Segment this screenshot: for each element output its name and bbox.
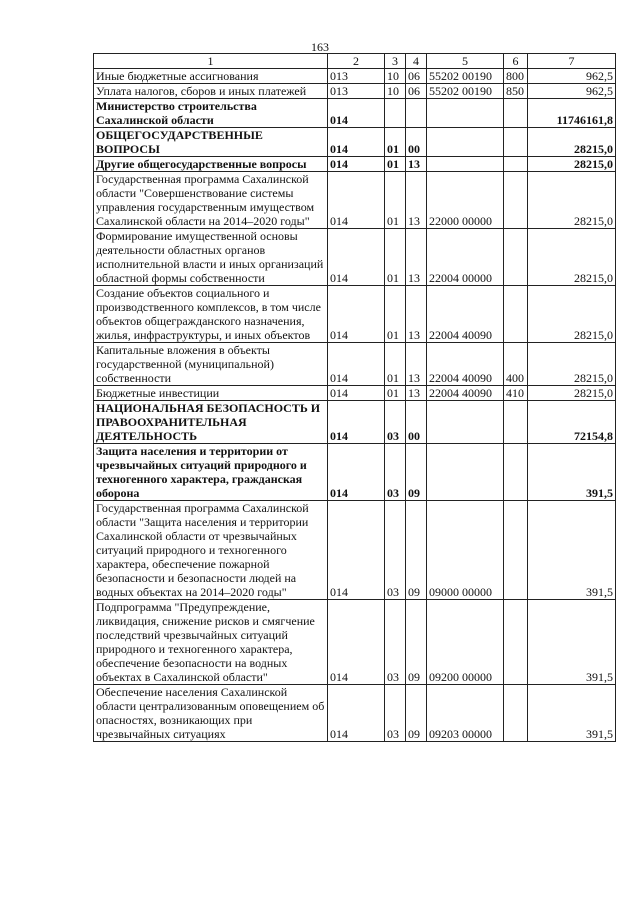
row-subsection: 13 bbox=[406, 386, 427, 401]
row-section: 10 bbox=[385, 84, 406, 99]
row-name: НАЦИОНАЛЬНАЯ БЕЗОПАСНОСТЬ И ПРАВООХРАНИТЕЛЬНАЯ ДЕЯТЕЛЬНОСТЬ bbox=[94, 401, 328, 444]
row-ministry-code: 014 bbox=[328, 401, 385, 444]
row-section: 01 bbox=[385, 229, 406, 286]
row-ministry-code: 014 bbox=[328, 172, 385, 229]
row-section: 01 bbox=[385, 386, 406, 401]
row-target-article: 09200 00000 bbox=[427, 600, 504, 685]
row-subsection: 06 bbox=[406, 69, 427, 84]
row-amount: 391,5 bbox=[528, 501, 616, 600]
table-row bbox=[94, 84, 616, 99]
row-amount: 28215,0 bbox=[528, 386, 616, 401]
table-row bbox=[94, 401, 616, 444]
table-body bbox=[94, 69, 616, 742]
row-name: Государственная программа Сахалинской области "Совершенствование системы управления государственным имуществом Сахалинской области на 2014–2020 годы" bbox=[94, 172, 328, 229]
row-target-article: 22004 40090 bbox=[427, 286, 504, 343]
row-ministry-code: 014 bbox=[328, 229, 385, 286]
row-ministry-code: 014 bbox=[328, 286, 385, 343]
row-ministry-code: 014 bbox=[328, 128, 385, 157]
row-target-article: 55202 00190 bbox=[427, 69, 504, 84]
row-target-article: 09203 00000 bbox=[427, 685, 504, 742]
row-target-article bbox=[427, 444, 504, 501]
row-section: 01 bbox=[385, 172, 406, 229]
table-row bbox=[94, 157, 616, 172]
row-expense-type bbox=[504, 685, 528, 742]
row-target-article bbox=[427, 401, 504, 444]
row-name: Формирование имущественной основы деятельности областных органов исполнительной власти и иных организаций областной формы собственности bbox=[94, 229, 328, 286]
row-subsection: 13 bbox=[406, 286, 427, 343]
row-section: 03 bbox=[385, 444, 406, 501]
row-target-article: 22000 00000 bbox=[427, 172, 504, 229]
row-subsection: 00 bbox=[406, 128, 427, 157]
row-name: Другие общегосударственные вопросы bbox=[94, 157, 328, 172]
row-target-article: 22004 00000 bbox=[427, 229, 504, 286]
header-col-4: 4 bbox=[406, 54, 427, 69]
table-row bbox=[94, 99, 616, 128]
budget-table bbox=[93, 53, 616, 742]
row-section: 03 bbox=[385, 401, 406, 444]
row-subsection: 06 bbox=[406, 84, 427, 99]
row-target-article: 22004 40090 bbox=[427, 343, 504, 386]
row-target-article: 09000 00000 bbox=[427, 501, 504, 600]
row-section: 01 bbox=[385, 128, 406, 157]
row-name: Государственная программа Сахалинской области "Защита населения и территории Сахалинской области от чрезвычайных ситуаций природного и техногенного характера, обеспечение пожарной безопасности и безопасности людей на водных объектах на 2014–2020 годы" bbox=[94, 501, 328, 600]
row-expense-type bbox=[504, 286, 528, 343]
row-subsection: 13 bbox=[406, 157, 427, 172]
row-target-article: 22004 40090 bbox=[427, 386, 504, 401]
table-row bbox=[94, 69, 616, 84]
row-ministry-code: 014 bbox=[328, 386, 385, 401]
row-subsection: 09 bbox=[406, 444, 427, 501]
row-ministry-code: 014 bbox=[328, 600, 385, 685]
header-col-7: 7 bbox=[528, 54, 616, 69]
row-section: 01 bbox=[385, 343, 406, 386]
row-subsection: 09 bbox=[406, 600, 427, 685]
row-target-article bbox=[427, 157, 504, 172]
table-row bbox=[94, 501, 616, 600]
row-amount: 28215,0 bbox=[528, 229, 616, 286]
row-name: Уплата налогов, сборов и иных платежей bbox=[94, 84, 328, 99]
row-subsection: 13 bbox=[406, 229, 427, 286]
row-subsection: 00 bbox=[406, 401, 427, 444]
table-row bbox=[94, 343, 616, 386]
header-col-5: 5 bbox=[427, 54, 504, 69]
row-amount: 962,5 bbox=[528, 84, 616, 99]
row-section: 01 bbox=[385, 157, 406, 172]
row-name: Создание объектов социального и производственного комплексов, в том числе объектов общегражданского назначения, жилья, инфраструктуры, и иных объектов bbox=[94, 286, 328, 343]
row-expense-type: 400 bbox=[504, 343, 528, 386]
row-section: 03 bbox=[385, 600, 406, 685]
row-subsection: 09 bbox=[406, 685, 427, 742]
row-section: 03 bbox=[385, 685, 406, 742]
row-name: Обеспечение населения Сахалинской области централизованным оповещением об опасностях, возникающих при чрезвычайных ситуациях bbox=[94, 685, 328, 742]
table-row bbox=[94, 444, 616, 501]
row-amount: 28215,0 bbox=[528, 157, 616, 172]
row-section: 10 bbox=[385, 69, 406, 84]
row-expense-type bbox=[504, 172, 528, 229]
row-expense-type bbox=[504, 600, 528, 685]
header-col-1: 1 bbox=[94, 54, 328, 69]
row-expense-type bbox=[504, 99, 528, 128]
row-expense-type bbox=[504, 229, 528, 286]
row-amount: 11746161,8 bbox=[528, 99, 616, 128]
row-expense-type: 800 bbox=[504, 69, 528, 84]
row-subsection: 13 bbox=[406, 172, 427, 229]
row-name: Иные бюджетные ассигнования bbox=[94, 69, 328, 84]
row-ministry-code: 014 bbox=[328, 444, 385, 501]
header-col-6: 6 bbox=[504, 54, 528, 69]
table-row bbox=[94, 600, 616, 685]
row-subsection: 13 bbox=[406, 343, 427, 386]
row-name: Бюджетные инвестиции bbox=[94, 386, 328, 401]
page-number: 163 bbox=[311, 40, 329, 54]
row-subsection: 09 bbox=[406, 501, 427, 600]
header-col-3: 3 bbox=[385, 54, 406, 69]
row-name: Подпрограмма "Предупреждение, ликвидация, снижение рисков и смягчение последствий чрезвычайных ситуаций природного и техногенного характера, обеспечение безопасности на водных объектах в Сахалинской области" bbox=[94, 600, 328, 685]
row-section: 01 bbox=[385, 286, 406, 343]
row-amount: 391,5 bbox=[528, 600, 616, 685]
row-target-article: 55202 00190 bbox=[427, 84, 504, 99]
row-ministry-code: 014 bbox=[328, 99, 385, 128]
row-expense-type: 850 bbox=[504, 84, 528, 99]
row-ministry-code: 014 bbox=[328, 343, 385, 386]
row-expense-type bbox=[504, 444, 528, 501]
row-name: Министерство строительства Сахалинской области bbox=[94, 99, 328, 128]
header-row bbox=[94, 54, 616, 69]
row-ministry-code: 014 bbox=[328, 685, 385, 742]
row-amount: 962,5 bbox=[528, 69, 616, 84]
row-expense-type bbox=[504, 501, 528, 600]
row-expense-type bbox=[504, 157, 528, 172]
row-expense-type bbox=[504, 128, 528, 157]
row-name: Капитальные вложения в объекты государственной (муниципальной) собственности bbox=[94, 343, 328, 386]
row-expense-type: 410 bbox=[504, 386, 528, 401]
row-name: ОБЩЕГОСУДАРСТВЕННЫЕ ВОПРОСЫ bbox=[94, 128, 328, 157]
table-row bbox=[94, 172, 616, 229]
row-section bbox=[385, 99, 406, 128]
row-subsection bbox=[406, 99, 427, 128]
row-amount: 391,5 bbox=[528, 444, 616, 501]
row-section: 03 bbox=[385, 501, 406, 600]
row-ministry-code: 013 bbox=[328, 69, 385, 84]
table-row bbox=[94, 128, 616, 157]
table-row bbox=[94, 386, 616, 401]
table-row bbox=[94, 685, 616, 742]
row-amount: 28215,0 bbox=[528, 343, 616, 386]
table-row bbox=[94, 286, 616, 343]
row-ministry-code: 013 bbox=[328, 84, 385, 99]
table-row bbox=[94, 229, 616, 286]
row-target-article bbox=[427, 99, 504, 128]
row-amount: 391,5 bbox=[528, 685, 616, 742]
row-amount: 28215,0 bbox=[528, 128, 616, 157]
row-ministry-code: 014 bbox=[328, 501, 385, 600]
row-name: Защита населения и территории от чрезвычайных ситуаций природного и техногенного характера, гражданская оборона bbox=[94, 444, 328, 501]
row-amount: 72154,8 bbox=[528, 401, 616, 444]
row-amount: 28215,0 bbox=[528, 286, 616, 343]
header-col-2: 2 bbox=[328, 54, 385, 69]
row-ministry-code: 014 bbox=[328, 157, 385, 172]
row-target-article bbox=[427, 128, 504, 157]
row-expense-type bbox=[504, 401, 528, 444]
row-amount: 28215,0 bbox=[528, 172, 616, 229]
